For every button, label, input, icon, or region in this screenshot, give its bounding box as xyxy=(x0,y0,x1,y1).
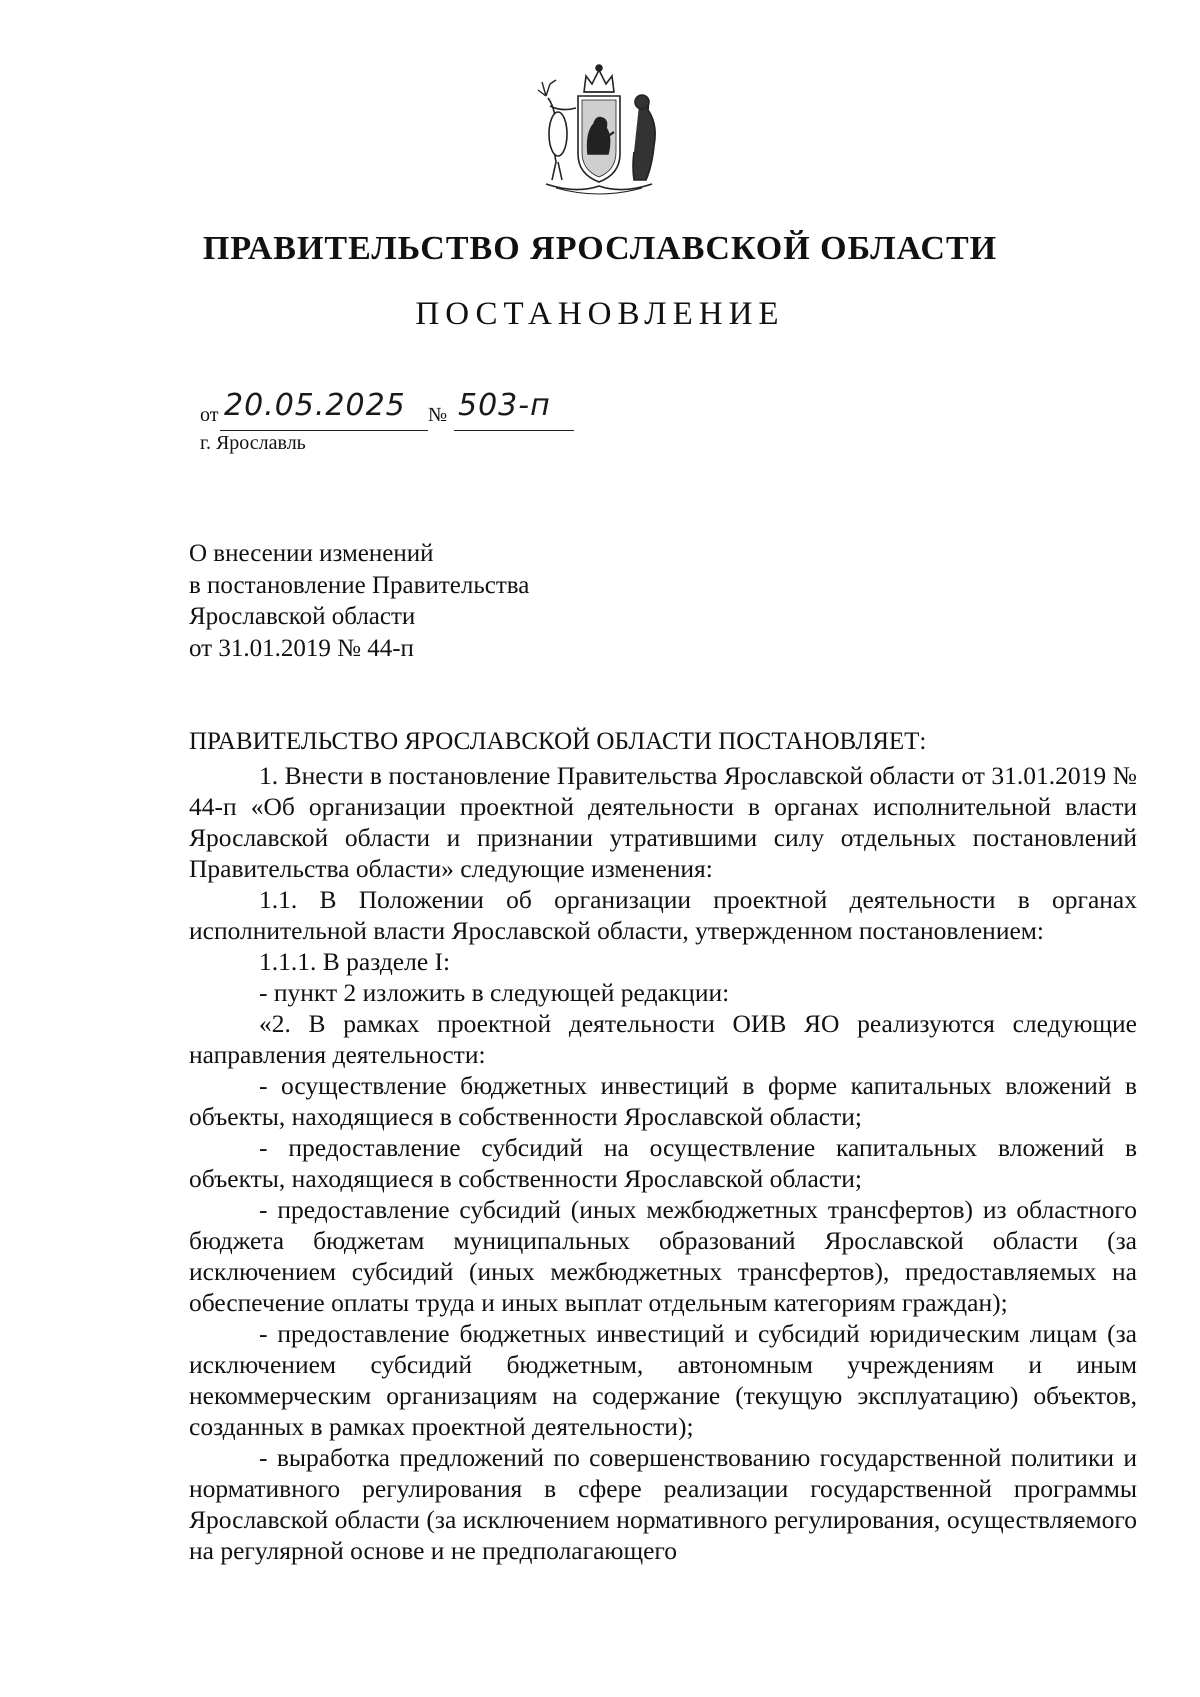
subject-line: от 31.01.2019 № 44-п xyxy=(189,634,414,662)
paragraph: - предоставление субсидий на осуществление капитальных вложений в объекты, находящиеся в собственности Ярославской области; xyxy=(189,1133,1137,1193)
paragraph: - осуществление бюджетных инвестиций в форме капитальных вложений в объекты, находящиеся в собственности Ярославской области; xyxy=(189,1071,1137,1131)
decree-heading: ПРАВИТЕЛЬСТВО ЯРОСЛАВСКОЙ ОБЛАСТИ ПОСТАНОВЛЯЕТ: xyxy=(189,728,927,755)
subject-line: в постановление Правительства xyxy=(189,571,530,599)
paragraph: - выработка предложений по совершенствованию государственной политики и нормативного регулирования в сфере реализации государственной программы Ярославской области (за исключением нормативного регулирования, осуществляемого на регулярной основе и не предполагающего xyxy=(189,1443,1137,1565)
subject-line: Ярославской области xyxy=(189,603,416,630)
number-underline xyxy=(454,430,574,431)
date-prefix: от xyxy=(200,404,219,426)
document-type: ПОСТАНОВЛЕНИЕ xyxy=(415,296,785,332)
city: г. Ярославль xyxy=(200,432,306,454)
paragraph: - предоставление субсидий (иных межбюджетных трансфертов) из областного бюджета бюджетам муниципальных образований Ярославской области (за исключением субсидий (иных межбюджетных трансфертов), предоставляемых на обеспечение оплаты труда и иных выплат отдельным категориям граждан); xyxy=(189,1195,1137,1317)
document-body xyxy=(189,760,1137,1566)
paragraph: «2. В рамках проектной деятельности ОИВ ЯО реализуются следующие направления деятельности: xyxy=(189,1009,1137,1069)
handwritten-date: 20.05.2025 xyxy=(224,388,406,423)
date-underline xyxy=(220,430,428,431)
government-title: ПРАВИТЕЛЬСТВО ЯРОСЛАВСКОЙ ОБЛАСТИ xyxy=(202,230,998,267)
number-prefix: № xyxy=(428,404,448,426)
handwritten-number: 503-п xyxy=(458,388,551,423)
paragraph: 1.1.1. В разделе I: xyxy=(259,947,451,976)
subject-line: О внесении изменений xyxy=(189,540,434,567)
paragraph: 1.1. В Положении об организации проектной деятельности в органах исполнительной власти Ярославской области, утвержденном постановлением: xyxy=(189,885,1137,945)
date-number-line xyxy=(200,388,600,432)
paragraph: - пункт 2 изложить в следующей редакции: xyxy=(259,978,730,1007)
document-subject xyxy=(189,538,689,664)
paragraph: 1. Внести в постановление Правительства Ярославской области от 31.01.2019 № 44-п «Об организации проектной деятельности в органах исполнительной власти Ярославской области и признании утратившими силу отдельных постановлений Правительства области» следующие изменения: xyxy=(189,761,1137,883)
paragraph: - предоставление бюджетных инвестиций и субсидий юридическим лицам (за исключением субсидий бюджетным, автономным учреждениям и иным некоммерческим организациям на содержание (текущую эксплуатацию) объектов, созданных в рамках проектной деятельности); xyxy=(189,1319,1137,1441)
coat-of-arms-icon xyxy=(536,62,662,196)
